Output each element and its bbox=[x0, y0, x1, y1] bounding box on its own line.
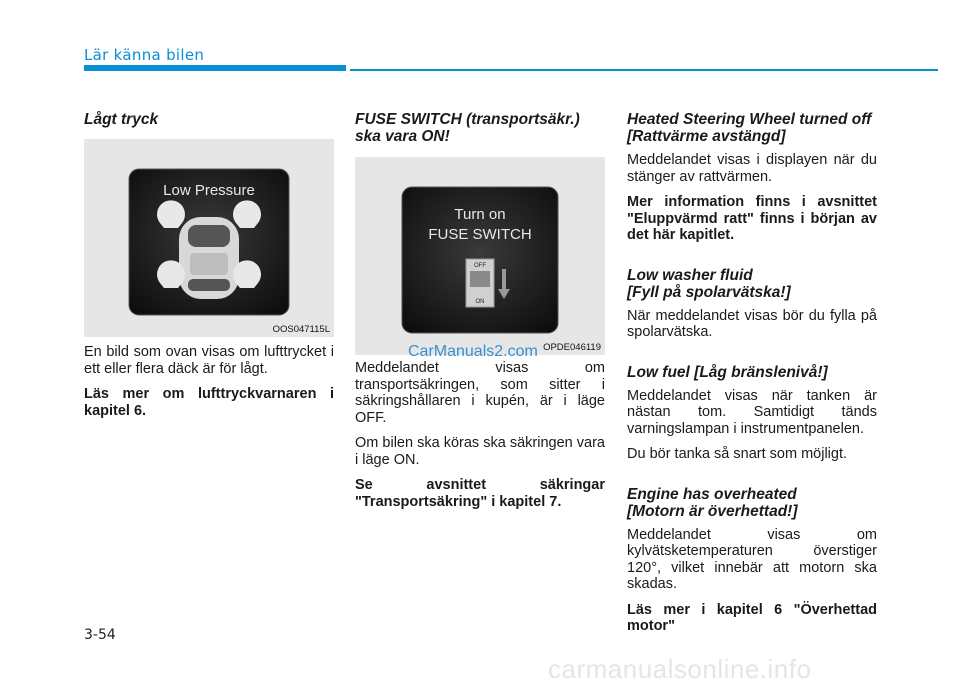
left-text bbox=[84, 344, 334, 419]
fuse-paragraph-1: Meddelandet visas om transportsäkringen, som sitter i säkringshållaren i kupén, är i läge OFF. bbox=[355, 360, 605, 426]
washer-fluid-paragraph: När meddelandet visas bör du fylla på spolarvätska. bbox=[627, 307, 877, 340]
low-pressure-screen-text: Low Pressure bbox=[163, 182, 255, 199]
section-title: Lär känna bilen bbox=[84, 46, 205, 64]
header-bar-thin bbox=[350, 69, 938, 71]
fuse-switch-figure-code: OPDE046119 bbox=[543, 342, 601, 353]
low-pressure-paragraph: En bild som ovan visas om lufttrycket i ett eller flera däck är för lågt. bbox=[84, 344, 334, 377]
engine-overheat-reference: Läs mer i kapitel 6 "Överhettad motor" bbox=[627, 601, 877, 634]
fuse-switch-screen-illustration bbox=[355, 157, 605, 355]
fuse-switch-heading: FUSE SWITCH (transportsäkr.) ska vara ON! bbox=[355, 111, 580, 145]
low-pressure-screen-illustration bbox=[84, 139, 334, 337]
fuse-switch-icon bbox=[466, 259, 494, 307]
page-number: 3-54 bbox=[84, 627, 116, 643]
switch-off-label: OFF bbox=[474, 263, 486, 269]
car-top-view-icon bbox=[179, 217, 239, 299]
engine-overheat-heading-1: Engine has overheated bbox=[627, 485, 797, 503]
fuse-switch-figure bbox=[355, 157, 605, 355]
low-fuel-heading: Low fuel [Låg bränslenivå!] bbox=[627, 363, 828, 381]
low-fuel-advice: Du bör tanka så snart som möjligt. bbox=[627, 446, 848, 462]
engine-overheat-heading-2: [Motorn är överhettad!] bbox=[627, 502, 798, 520]
middle-column bbox=[355, 111, 605, 145]
middle-text bbox=[355, 360, 605, 510]
heated-steering-paragraph: Meddelandet visas i displayen när du stänger av rattvärmen. bbox=[627, 152, 877, 185]
fuse-paragraph-2: Om bilen ska köras ska säkringen vara i läge ON. bbox=[355, 435, 605, 468]
engine-overheat-paragraph: Meddelandet visas om kylvätsketemperaturen överstiger 120°, vilket innebär att motorn ska skadas. bbox=[627, 526, 877, 592]
heated-steering-heading: Heated Steering Wheel turned off [Rattvärme avstängd] bbox=[627, 111, 872, 145]
right-column bbox=[627, 111, 877, 635]
switch-on-label: ON bbox=[475, 299, 485, 305]
low-pressure-figure-code: OOS047115L bbox=[272, 324, 330, 335]
fuse-reference: Se avsnittet säkringar "Transportsäkring" i kapitel 7. bbox=[355, 477, 605, 510]
washer-fluid-heading-1: Low washer fluid bbox=[627, 266, 753, 284]
low-pressure-reference: Läs mer om lufttryckvarnaren i kapitel 6. bbox=[84, 386, 334, 419]
washer-fluid-heading-2: [Fyll på spolarvätska!] bbox=[627, 283, 791, 301]
fuse-screen-line1: Turn on bbox=[454, 206, 506, 223]
header-bar-thick bbox=[84, 65, 346, 71]
fuse-screen-line2: FUSE SWITCH bbox=[428, 226, 532, 243]
heated-steering-reference: Mer information finns i avsnittet "Eluppvärmd ratt" finns i början av det här kapitlet. bbox=[627, 194, 877, 243]
low-fuel-paragraph: Meddelandet visas när tanken är nästan tom. Samtidigt tänds varningslampan i instrumentpanelen. bbox=[627, 387, 877, 437]
left-column bbox=[84, 111, 334, 128]
watermark-carmanualsonline[interactable]: carmanualsonline.info bbox=[548, 654, 812, 684]
watermark-carmanuals2[interactable]: CarManuals2.com bbox=[408, 343, 538, 360]
low-pressure-figure bbox=[84, 139, 334, 337]
low-pressure-heading: Lågt tryck bbox=[84, 111, 159, 128]
